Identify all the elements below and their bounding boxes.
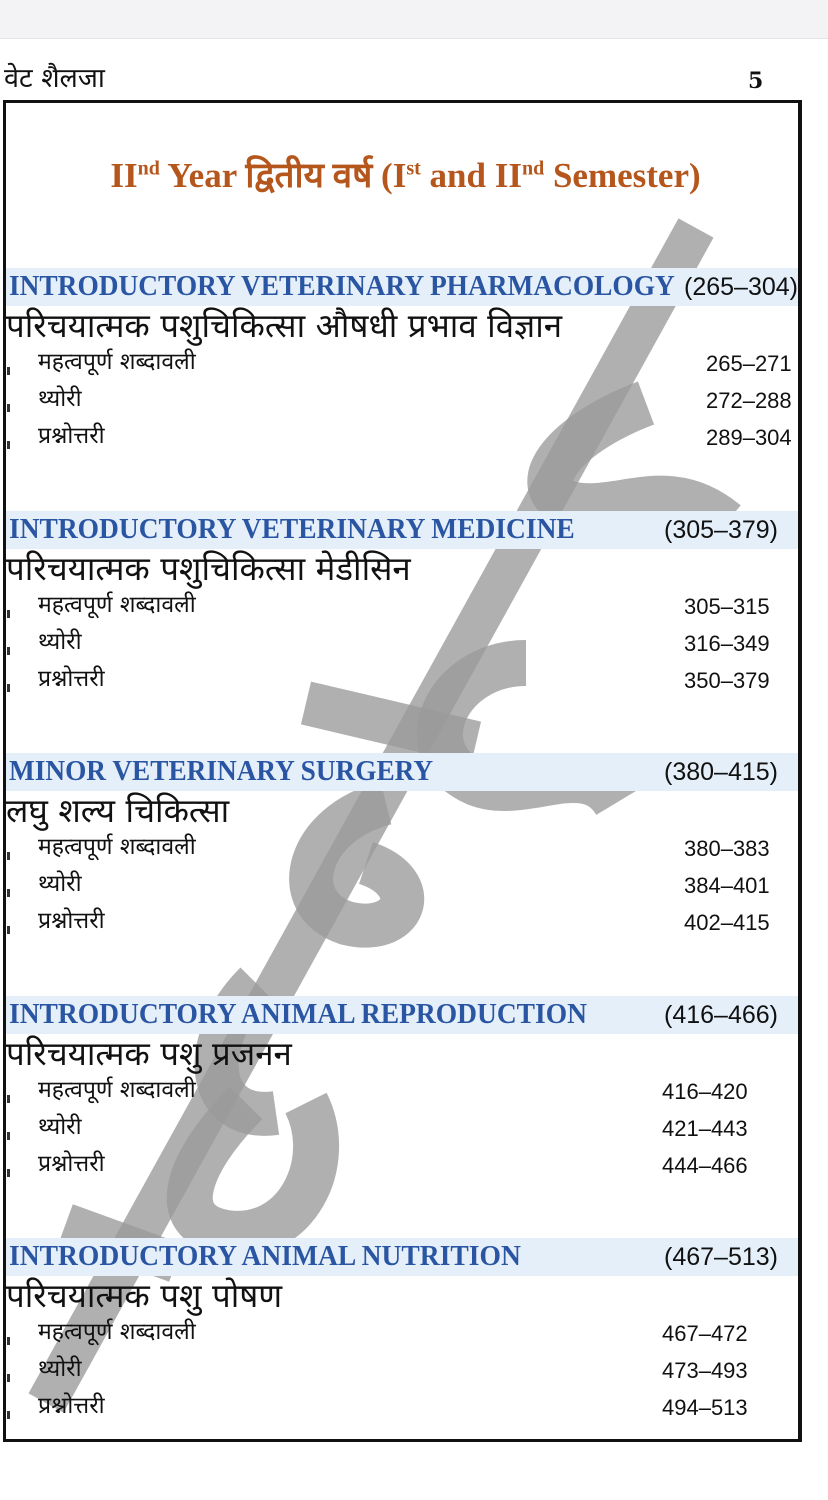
bullet-icon <box>7 647 10 655</box>
list-item <box>6 1394 802 1431</box>
list-item <box>6 387 802 424</box>
list-item <box>6 909 802 946</box>
course-title-english: INTRODUCTORY VETERINARY PHARMACOLOGY <box>9 270 675 302</box>
course-section <box>6 753 802 946</box>
item-label: महत्वपूर्ण शब्दावली <box>38 349 196 375</box>
item-pages: 384–401 <box>684 873 770 898</box>
item-pages: 316–349 <box>684 631 770 656</box>
item-pages: 467–472 <box>662 1321 748 1346</box>
course-page-range: (467–513) <box>664 1243 778 1271</box>
bullet-icon <box>7 441 10 449</box>
course-title-english: INTRODUCTORY ANIMAL NUTRITION <box>9 1240 521 1272</box>
year-title: IInd Year द्वितीय वर्ष (Ist and IInd Semester) <box>110 156 701 195</box>
bullet-icon <box>7 1374 10 1382</box>
list-item <box>6 835 802 872</box>
running-head: वेट शैलजा <box>4 63 105 94</box>
course-title-hindi: परिचयात्मक पशु पोषण <box>6 1276 283 1315</box>
item-label: महत्वपूर्ण शब्दावली <box>38 592 196 618</box>
item-label: प्रश्नोत्तरी <box>38 1151 105 1177</box>
course-section <box>6 996 802 1189</box>
course-title-english: INTRODUCTORY ANIMAL REPRODUCTION <box>9 998 587 1030</box>
item-pages: 265–271 <box>706 351 792 376</box>
list-item <box>6 350 802 387</box>
item-pages: 305–315 <box>684 594 770 619</box>
bullet-icon <box>7 367 10 375</box>
bullet-icon <box>7 1337 10 1345</box>
list-item <box>6 1152 802 1189</box>
course-page-range: (265–304) <box>684 273 798 301</box>
contents-frame <box>3 100 802 1442</box>
item-pages: 380–383 <box>684 836 770 861</box>
top-bar <box>0 0 828 39</box>
item-label: प्रश्नोत्तरी <box>38 1393 105 1419</box>
course-title-hindi: परिचयात्मक पशु प्रजनन <box>6 1034 292 1073</box>
item-pages: 416–420 <box>662 1079 748 1104</box>
item-label: महत्वपूर्ण शब्दावली <box>38 834 196 860</box>
course-header-band <box>6 996 802 1034</box>
item-label: थ्योरी <box>38 629 82 655</box>
bullet-icon <box>7 404 10 412</box>
course-header-band <box>6 268 802 306</box>
bullet-icon <box>7 684 10 692</box>
course-section <box>6 1238 802 1431</box>
bullet-icon <box>7 1132 10 1140</box>
item-pages: 350–379 <box>684 668 770 693</box>
item-pages: 473–493 <box>662 1358 748 1383</box>
list-item <box>6 667 802 704</box>
course-section <box>6 511 802 704</box>
item-pages: 272–288 <box>706 388 792 413</box>
course-title-english: INTRODUCTORY VETERINARY MEDICINE <box>9 513 575 545</box>
list-item <box>6 424 802 461</box>
item-label: थ्योरी <box>38 386 82 412</box>
item-pages: 494–513 <box>662 1395 748 1420</box>
course-page-range: (380–415) <box>664 758 778 786</box>
list-item <box>6 593 802 630</box>
bullet-icon <box>7 610 10 618</box>
bullet-icon <box>7 926 10 934</box>
item-label: प्रश्नोत्तरी <box>38 666 105 692</box>
list-item <box>6 630 802 667</box>
bullet-icon <box>7 1095 10 1103</box>
course-page-range: (416–466) <box>664 1001 778 1029</box>
item-pages: 289–304 <box>706 425 792 450</box>
course-title-hindi: परिचयात्मक पशुचिकित्सा मेडीसिन <box>6 549 411 588</box>
bullet-icon <box>7 1169 10 1177</box>
item-pages: 421–443 <box>662 1116 748 1141</box>
course-title-hindi: लघु शल्य चिकित्सा <box>6 791 230 830</box>
item-label: थ्योरी <box>38 1356 82 1382</box>
course-section <box>6 268 802 461</box>
item-label: प्रश्नोत्तरी <box>38 908 105 934</box>
bullet-icon <box>7 889 10 897</box>
course-title-english: MINOR VETERINARY SURGERY <box>9 755 434 787</box>
course-title-hindi: परिचयात्मक पशुचिकित्सा औषधी प्रभाव विज्ञान <box>6 306 563 345</box>
bullet-icon <box>7 1411 10 1419</box>
course-page-range: (305–379) <box>664 516 778 544</box>
item-pages: 402–415 <box>684 910 770 935</box>
page-number: 5 <box>748 68 764 94</box>
item-label: थ्योरी <box>38 871 82 897</box>
bullet-icon <box>7 852 10 860</box>
course-header-band <box>6 753 802 791</box>
item-label: थ्योरी <box>38 1114 82 1140</box>
item-label: प्रश्नोत्तरी <box>38 423 105 449</box>
course-header-band <box>6 511 802 549</box>
list-item <box>6 872 802 909</box>
course-header-band <box>6 1238 802 1276</box>
item-pages: 444–466 <box>662 1153 748 1178</box>
item-label: महत्वपूर्ण शब्दावली <box>38 1319 196 1345</box>
item-label: महत्वपूर्ण शब्दावली <box>38 1077 196 1103</box>
